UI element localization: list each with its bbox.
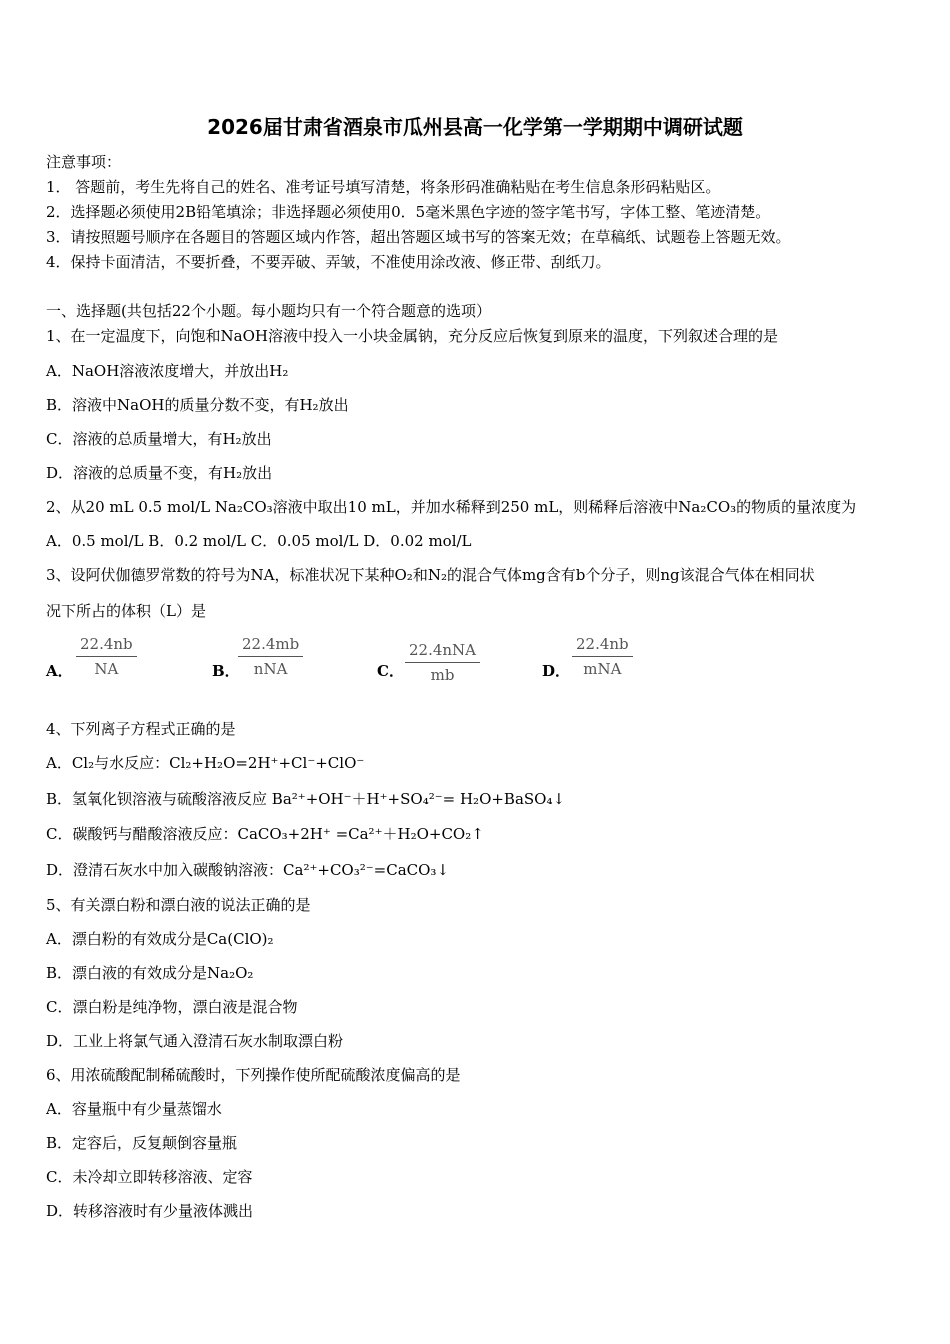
q5-stem: 5、有关漂白粉和漂白液的说法正确的是	[46, 896, 311, 914]
q4-option-d: D．澄清石灰水中加入碳酸钠溶液：Ca²⁺+CO₃²⁻=CaCO₃↓	[46, 861, 450, 879]
option-label: B．	[212, 662, 240, 680]
numerator: 22.4nNA	[405, 638, 480, 663]
fraction	[76, 632, 137, 681]
notice-item: 2．选择题必须使用2B铅笔填涂；非选择题必须使用0．5毫米黑色字迹的签字笔书写，字体工整、笔迹清楚。	[46, 203, 771, 221]
q6-option-d: D．转移溶液时有少量液体溅出	[46, 1202, 254, 1220]
q5-option-a: A．漂白粉的有效成分是Ca(ClO)₂	[46, 930, 274, 948]
option-label: D．	[542, 662, 571, 680]
q4-stem: 4、下列离子方程式正确的是	[46, 720, 236, 738]
q6-stem: 6、用浓硫酸配制稀硫酸时，下列操作使所配硫酸浓度偏高的是	[46, 1066, 461, 1084]
q4-option-b: B．氢氧化钡溶液与硫酸溶液反应 Ba²⁺+OH⁻＋H⁺+SO₄²⁻= H₂O+BaSO₄↓	[46, 790, 566, 808]
fraction	[572, 632, 633, 681]
notice-item: 4．保持卡面清洁，不要折叠，不要弄破、弄皱，不准使用涂改液、修正带、刮纸刀。	[46, 253, 611, 271]
option-label: C．	[377, 662, 404, 680]
q2-options: A．0.5 mol/L B．0.2 mol/L C．0.05 mol/L D．0.02 mol/L	[46, 532, 472, 550]
notice-item: 1． 答题前，考生先将自己的姓名、准考证号填写清楚，将条形码准确粘贴在考生信息条形码粘贴区。	[46, 178, 721, 196]
q2-stem: 2、从20 mL 0.5 mol/L Na₂CO₃溶液中取出10 mL，并加水稀释到250 mL，则稀释后溶液中Na₂CO₃的物质的量浓度为	[46, 498, 857, 516]
q6-option-b: B．定容后，反复颠倒容量瓶	[46, 1134, 238, 1152]
q3-stem-line1: 3、设阿伏伽德罗常数的符号为NA，标准状况下某种O₂和N₂的混合气体mg含有b个分子，则ng该混合气体在相同状	[46, 566, 815, 584]
q3-stem-line2: 况下所占的体积（L）是	[46, 602, 206, 620]
q1-option-d: D．溶液的总质量不变，有H₂放出	[46, 464, 273, 482]
q5-option-b: B．漂白液的有效成分是Na₂O₂	[46, 964, 254, 982]
option-label: A．	[46, 662, 73, 680]
fraction	[238, 632, 303, 681]
numerator: 22.4nb	[572, 632, 633, 657]
section-heading: 一、选择题(共包括22个小题。每小题均只有一个符合题意的选项）	[46, 302, 491, 320]
q4-option-a: A．Cl₂与水反应：Cl₂+H₂O=2H⁺+Cl⁻+ClO⁻	[46, 754, 365, 772]
page-title: 2026届甘肃省酒泉市瓜州县高一化学第一学期期中调研试题	[207, 115, 743, 139]
numerator: 22.4nb	[76, 632, 137, 657]
q5-option-c: C．漂白粉是纯净物，漂白液是混合物	[46, 998, 298, 1016]
fraction	[405, 638, 480, 687]
denominator: NA	[94, 660, 119, 678]
q1-option-b: B．溶液中NaOH的质量分数不变，有H₂放出	[46, 396, 349, 414]
numerator: 22.4mb	[238, 632, 303, 657]
q1-option-a: A．NaOH溶液浓度增大，并放出H₂	[46, 362, 289, 380]
q1-stem: 1、在一定温度下，向饱和NaOH溶液中投入一小块金属钠，充分反应后恢复到原来的温度，下列叙述合理的是	[46, 327, 778, 345]
q1-option-c: C．溶液的总质量增大，有H₂放出	[46, 430, 272, 448]
denominator: mNA	[583, 660, 622, 678]
notice-item: 3．请按照题号顺序在各题目的答题区域内作答，超出答题区域书写的答案无效；在草稿纸、试题卷上答题无效。	[46, 228, 791, 246]
denominator: mb	[430, 666, 455, 684]
q4-option-c: C．碳酸钙与醋酸溶液反应：CaCO₃+2H⁺ =Ca²⁺＋H₂O+CO₂↑	[46, 825, 484, 843]
q5-option-d: D．工业上将氯气通入澄清石灰水制取漂白粉	[46, 1032, 344, 1050]
notice-heading: 注意事项：	[46, 153, 122, 171]
q6-option-a: A．容量瓶中有少量蒸馏水	[46, 1100, 222, 1118]
denominator: nNA	[253, 660, 288, 678]
q6-option-c: C．未冷却立即转移溶液、定容	[46, 1168, 253, 1186]
